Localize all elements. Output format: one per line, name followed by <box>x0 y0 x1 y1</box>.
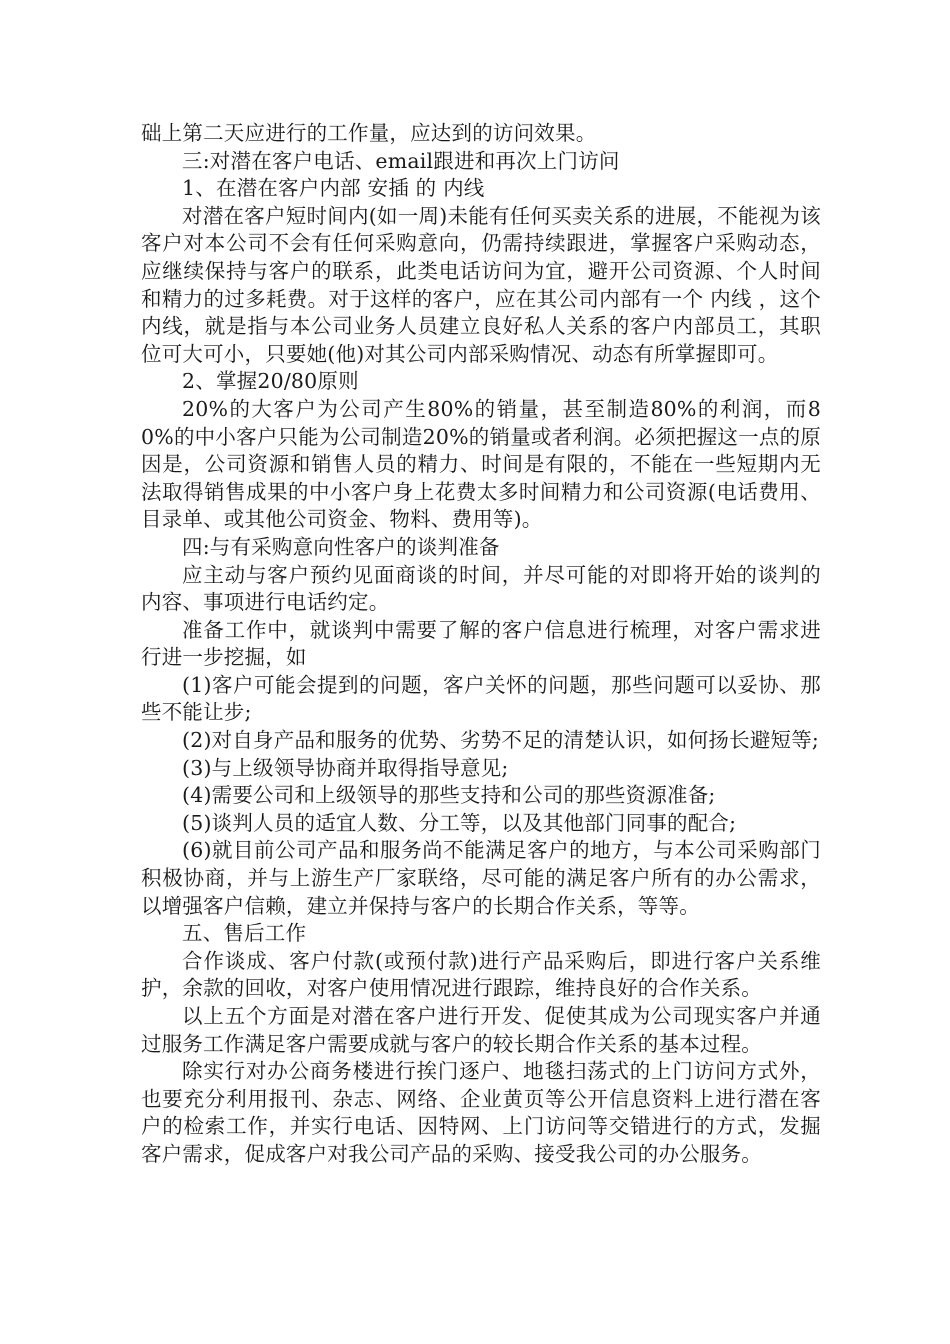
list-item: (4)需要公司和上级领导的那些支持和公司的那些资源准备; <box>182 783 716 808</box>
list-item: (5)谈判人员的适宜人数、分工等，以及其他部门同事的配合; <box>182 810 737 835</box>
paragraph: 以上五个方面是对潜在客户进行开发、促使其成为公司现实客户并通过服务工作满足客户需要成就与客户的较长期合作关系的基本过程。 <box>141 1004 821 1056</box>
list-item: (1)客户可能会提到的问题，客户关怀的问题，那些问题可以妥协、那些不能让步; <box>141 672 821 725</box>
paragraph: 对潜在客户短时间内(如一周)未能有任何买卖关系的进展，不能视为该客户对本公司不会有任何采购意向，仍需持续跟进，掌握客户采购动态，应继续保持与客户的联系，此类电话访问为宜，避开公司资源、个人时间和精力的过多耗费。对于这样的客户，应在其公司内部有一个 内线 ，这个内线，就是指与本公司业务人员建立良好私人关系的客户内部员工，其职位可大可小，只要她(他)对其公司内部采购情况、动态有所掌握即可。 <box>141 203 821 366</box>
paragraph-continuation: 础上第二天应进行的工作量，应达到的访问效果。 <box>141 121 597 145</box>
subheading-inside-contact: 1、在潜在客户内部 安插 的 内线 <box>182 176 485 201</box>
document-body <box>141 120 821 1169</box>
list-item: (6)就目前公司产品和服务尚不能满足客户的地方，与本公司采购部门积极协商，并与上游生产厂家联络，尽可能的满足客户所有的办公需求，以增强客户信赖，建立并保持与客户的长期合作关系，等等。 <box>141 838 821 918</box>
section-heading-3: 三:对潜在客户电话、email跟进和再次上门访问 <box>182 148 620 173</box>
paragraph: 除实行对办公商务楼进行挨门逐户、地毯扫荡式的上门访问方式外，也要充分利用报刊、杂志、网络、企业黄页等公开信息资料上进行潜在客户的检索工作，并实行电话、因特网、上门访问等交错进行的方式，发掘客户需求，促成客户对我公司产品的采购、接受我公司的办公服务。 <box>141 1059 821 1166</box>
subheading-20-80-rule: 2、掌握20/80原则 <box>182 369 359 394</box>
section-heading-5: 五、售后工作 <box>182 921 307 946</box>
paragraph: 20%的大客户为公司产生80%的销量，甚至制造80%的利润，而80%的中小客户只能为公司制造20%的销量或者利润。必须把握这一点的原因是，公司资源和销售人员的精力、时间是有限的，不能在一些短期内无法取得销售成果的中小客户身上花费太多时间精力和公司资源(电话费用、目录单、或其他公司资金、物料、费用等)。 <box>141 396 821 532</box>
paragraph: 准备工作中，就谈判中需要了解的客户信息进行梳理，对客户需求进行进一步挖掘，如 <box>141 617 821 670</box>
section-heading-4: 四:与有采购意向性客户的谈判准备 <box>182 534 500 559</box>
list-item: (3)与上级领导协商并取得指导意见; <box>182 755 509 780</box>
paragraph: 合作谈成、客户付款(或预付款)进行产品采购后，即进行客户关系维护，余款的回收，对客户使用情况进行跟踪，维持良好的合作关系。 <box>141 948 821 1001</box>
paragraph: 应主动与客户预约见面商谈的时间，并尽可能的对即将开始的谈判的内容、事项进行电话约定。 <box>141 562 821 615</box>
list-item: (2)对自身产品和服务的优势、劣势不足的清楚认识，如何扬长避短等; <box>182 728 820 753</box>
